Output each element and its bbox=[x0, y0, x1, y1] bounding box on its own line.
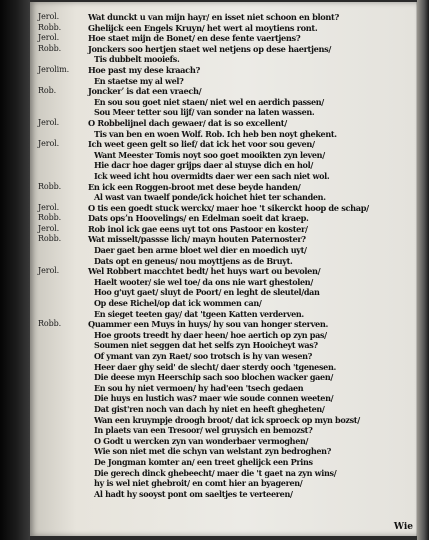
verse-text: Daer gaet ben arme bloet wel dier en moedich uyt/ bbox=[94, 245, 307, 256]
text-line bbox=[30, 44, 417, 55]
text-line bbox=[30, 425, 417, 436]
text-line bbox=[30, 287, 417, 298]
verse-text: Hoo g'uyt gaet/ sluyt de Poort/ en leght de sleutel/dan bbox=[94, 287, 320, 298]
verse-text: O tis een goedt stuck werckx/ maer hoe 't sikerckt hoop de schap/ bbox=[88, 202, 369, 213]
verse-text: Sou Meer tetter sou lijf/ van sonder na laten wassen. bbox=[94, 107, 315, 118]
text-line bbox=[30, 446, 417, 457]
verse-text: Al hadt hy sooyst pont om saeltjes te verteeren/ bbox=[94, 488, 293, 499]
verse-text: Hie dacr hoe dager grijps daer al stuyse dich en hol/ bbox=[94, 160, 313, 171]
verse-text: Want Meester Tomis noyt soo goet mooikten zyn leven/ bbox=[94, 149, 325, 160]
verse-text: Hoe staet mijn de Bonet/ en dese fente vaertjens? bbox=[88, 33, 301, 44]
text-line bbox=[30, 182, 417, 193]
text-line bbox=[30, 234, 417, 245]
verse-text: En staetse my al wel? bbox=[94, 75, 184, 86]
verse-text: Dat gist'ren noch van dach hy niet en heeft ghegheten/ bbox=[94, 403, 325, 414]
text-line bbox=[30, 203, 417, 214]
speaker-name: Jerol. bbox=[38, 202, 60, 212]
text-line bbox=[30, 12, 417, 23]
text-line bbox=[30, 76, 417, 87]
text-line bbox=[30, 213, 417, 224]
text-line bbox=[30, 150, 417, 161]
text-line bbox=[30, 224, 417, 235]
text-line bbox=[30, 362, 417, 373]
verse-text: Heer daer ghy seid' de slecht/ daer sterdy ooch 'tgenesen. bbox=[94, 361, 336, 372]
text-line bbox=[30, 489, 417, 500]
verse-text: Tis van ben en woen Wolf. Rob. Ich heb ben noyt ghekent. bbox=[94, 128, 337, 139]
text-line bbox=[30, 86, 417, 97]
catchword: Wie bbox=[393, 522, 413, 532]
text-line bbox=[30, 54, 417, 65]
speaker-name: Jerolim. bbox=[38, 64, 70, 74]
text-line bbox=[30, 340, 417, 351]
speaker-name: Rob. bbox=[38, 86, 57, 96]
text-line bbox=[30, 372, 417, 383]
verse-text: Dats opt en geneus/ nou moyttjens as de Bruyt. bbox=[94, 255, 293, 266]
text-line bbox=[30, 65, 417, 76]
verse-text: hy is wel niet ghebroit/ en comt hier an byageren/ bbox=[94, 478, 303, 489]
verse-text: Wie son niet met die schyn van welstant zyn bedroghen? bbox=[94, 446, 332, 457]
speaker-name: Robb. bbox=[38, 319, 62, 329]
text-line bbox=[30, 129, 417, 140]
text-line bbox=[30, 351, 417, 362]
speaker-name: Jerol. bbox=[38, 223, 60, 233]
verse-text: Wat dunckt u van mijn hayr/ en isset niet schoon en blont? bbox=[88, 12, 339, 22]
text-line bbox=[30, 404, 417, 415]
text-line bbox=[30, 23, 417, 34]
verse-text: En sou hy niet vermoen/ hy had'een 'tsech gedaen bbox=[94, 382, 304, 393]
verse-text: En ick een Roggen-broot met dese beyde handen/ bbox=[88, 181, 301, 192]
text-line bbox=[30, 478, 417, 489]
verse-text: Ich weet geen gelt so lief/ dat ick het voor sou geven/ bbox=[88, 139, 315, 150]
verse-text: Quammer een Muys in huys/ hy sou van honger sterven. bbox=[88, 319, 329, 330]
text-line bbox=[30, 266, 417, 277]
verse-text: Wat misselt/passse lich/ mayn houten Paternoster? bbox=[88, 234, 306, 245]
speaker-name: Robb. bbox=[38, 234, 62, 244]
verse-text: O Robbelijnel dach gewaer/ dat is so excellent/ bbox=[88, 117, 287, 128]
speaker-name: Jerol. bbox=[38, 117, 60, 127]
verse-text: Wan een kruympje droogh broot/ dat ick sproeck op myn bozst/ bbox=[94, 414, 360, 425]
verse-text: Rob inol ick gae eens uyt tot ons Pastoor en koster/ bbox=[88, 223, 308, 234]
text-line bbox=[30, 256, 417, 267]
verse-text: Op dese Richel/op dat ick wommen can/ bbox=[94, 298, 262, 309]
speaker-name: Jerol. bbox=[38, 33, 60, 43]
verse-text: O Godt u wercken zyn van wonderbaer vermoghen/ bbox=[94, 435, 309, 446]
text-line bbox=[30, 192, 417, 203]
verse-text: Soumen niet seggen dat het selfs zyn Hooicheyt was? bbox=[94, 340, 318, 351]
text-line bbox=[30, 298, 417, 309]
text-line bbox=[30, 139, 417, 150]
verse-text: Ick weed icht hou overmidts daer wer een sach niet wol. bbox=[94, 170, 330, 181]
verse-text: De Jongman komter an/ een treet ghelijck een Prins bbox=[94, 456, 313, 467]
speaker-name: Jerol. bbox=[38, 139, 60, 149]
text-line bbox=[30, 383, 417, 394]
verse-text: In plaets van een Tresoor/ wel gruysich en bemozst? bbox=[94, 425, 313, 436]
text-lines bbox=[30, 12, 417, 499]
speaker-name: Robb. bbox=[38, 43, 62, 53]
book-page bbox=[30, 2, 417, 536]
text-line bbox=[30, 33, 417, 44]
verse-text: Jonckers soo hertjen staet wel netjens op dese haertjens/ bbox=[88, 43, 332, 54]
text-line bbox=[30, 468, 417, 479]
verse-text: Haelt wooter/ sie wel toe/ da ons nie wart ghestolen/ bbox=[94, 276, 313, 287]
verse-text: Wel Robbert macchtet bedt/ het huys wart ou bevolen/ bbox=[88, 266, 321, 277]
verse-text: En sou sou goet niet staen/ niet wel en aerdich passen/ bbox=[94, 96, 324, 107]
text-line bbox=[30, 118, 417, 129]
verse-text: Hoe past my dese kraach? bbox=[88, 64, 200, 75]
verse-text: Die deese myn Heerschip sach soo blochen wacker gaen/ bbox=[94, 372, 333, 383]
page-edge bbox=[417, 0, 429, 540]
text-line bbox=[30, 107, 417, 118]
verse-text: Die huys en lustich was? maer wie soude connen weeten/ bbox=[94, 393, 334, 404]
verse-text: Tis dubbelt mooiefs. bbox=[94, 54, 180, 65]
text-line bbox=[30, 97, 417, 108]
verse-text: Die gerech dinck ghebeecht/ maer die 't gaet na zyn wins/ bbox=[94, 467, 337, 478]
text-line bbox=[30, 436, 417, 447]
verse-text: En sieget teeten gay/ dat 'tgeen Katten verderven. bbox=[94, 308, 304, 319]
text-line bbox=[30, 277, 417, 288]
speaker-name: Jerol. bbox=[38, 12, 60, 21]
verse-text: Ghelijck een Engels Kruyn/ het wert al moytiens ront. bbox=[88, 22, 318, 33]
text-line bbox=[30, 330, 417, 341]
speaker-name: Robb. bbox=[38, 22, 62, 32]
text-line bbox=[30, 171, 417, 182]
verse-text: Of ymant van zyn Raet/ soo trotsch is hy van wesen? bbox=[94, 351, 313, 361]
text-line bbox=[30, 309, 417, 320]
verse-text: Dats opsʼn Hoovelings/ en Edelman soeit dat kraep. bbox=[88, 213, 309, 224]
text-line bbox=[30, 160, 417, 171]
text-line bbox=[30, 457, 417, 468]
text-line bbox=[30, 319, 417, 330]
speaker-name: Jerol. bbox=[38, 266, 60, 276]
verse-text: Hoe groots treedt hy daer heen/ hoe aertich op zyn pas/ bbox=[94, 329, 327, 340]
text-line bbox=[30, 245, 417, 256]
verse-text: Al wast van twaelf ponde/ick hoichet hiet ter schanden. bbox=[94, 192, 326, 203]
text-line bbox=[30, 415, 417, 426]
speaker-name: Robb. bbox=[38, 181, 62, 191]
speaker-name: Robb. bbox=[38, 213, 62, 223]
text-line bbox=[30, 393, 417, 404]
book-binding bbox=[0, 0, 30, 540]
verse-text: Jonckerʼ is dat een vraech/ bbox=[88, 86, 202, 97]
